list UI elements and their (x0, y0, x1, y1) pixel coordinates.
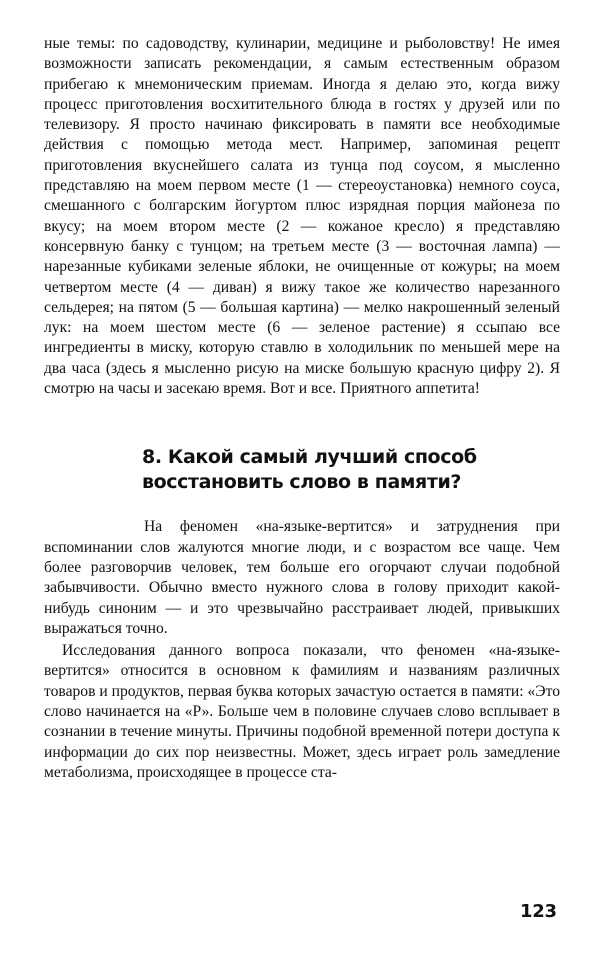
page-number: 123 (520, 901, 557, 922)
section-paragraph-1: На феномен «на-языке-вертится» и затруднения при вспоминании слов жалуются многие люди, и с возрастом все чаще. Чем более разговорчив человек, тем больше его огорчают случаи подобной забывчивости. Обычно вместо нужного слова в голову приходит какой-нибудь синоним — и это чрезвычайно расстраивает людей, привыкших выражаться точно. (44, 518, 560, 637)
section-heading-line-1: 8. Какой самый лучший способ (142, 446, 477, 469)
book-page (44, 34, 560, 783)
section-paragraph-2: Исследования данного вопроса показали, что феномен «на-языке-вертится» относится в основном к фамилиям и названиям различных товаров и продуктов, первая буква которых зачастую остается в памяти: «Это слово начинается на «Р». Больше чем в половине случаев слово всплывает в сознании в течение минуты. Причины подобной временной потери доступа к информации до сих пор неизвестны. Может, здесь играет роль замедление метаболизма, происходящее в процессе ста- (44, 642, 560, 781)
body-paragraph-continued: ные темы: по садоводству, кулинарии, медицине и рыболовству! Не имея возможности записать рекомендации, я самым естественным образом прибегаю к мнемоническим приемам. Иногда я делаю это, когда вижу процесс приготовления восхитительного блюда в гостях у друзей или по телевизору. Я просто начинаю фиксировать в памяти все необходимые действия с помощью метода мест. Например, запоминая рецепт приготовления вкуснейшего салата из тунца под соусом, я мысленно представляю на моем первом месте (1 — стереоустановка) немного соуса, смешанного с болгарским йогуртом плюс изрядная порция майонеза по вкусу; на моем втором месте (2 — кожаное кресло) я представляю консервную банку с тунцом; на третьем месте (3 — восточная лампа) — нарезанные кубиками зеленые яблоки, не очищенные от кожуры; на моем четвертом месте (4 — диван) я вижу такое же количество нарезанного сельдерея; на пятом (5 — большая картина) — мелко накрошенный зеленый лук: на моем шестом месте (6 — зеленое растение) я ссыпаю все ингредиенты в миску, которую ставлю в холодильник по меньшей мере на два часа (здесь я мысленно рисую на миске большую красную цифру 2). Я смотрю на часы и засекаю время. Вот и все. Приятного аппетита! (44, 35, 560, 398)
section-heading-line-2: восстановить слово в памяти? (142, 471, 461, 494)
section-heading (44, 445, 560, 495)
